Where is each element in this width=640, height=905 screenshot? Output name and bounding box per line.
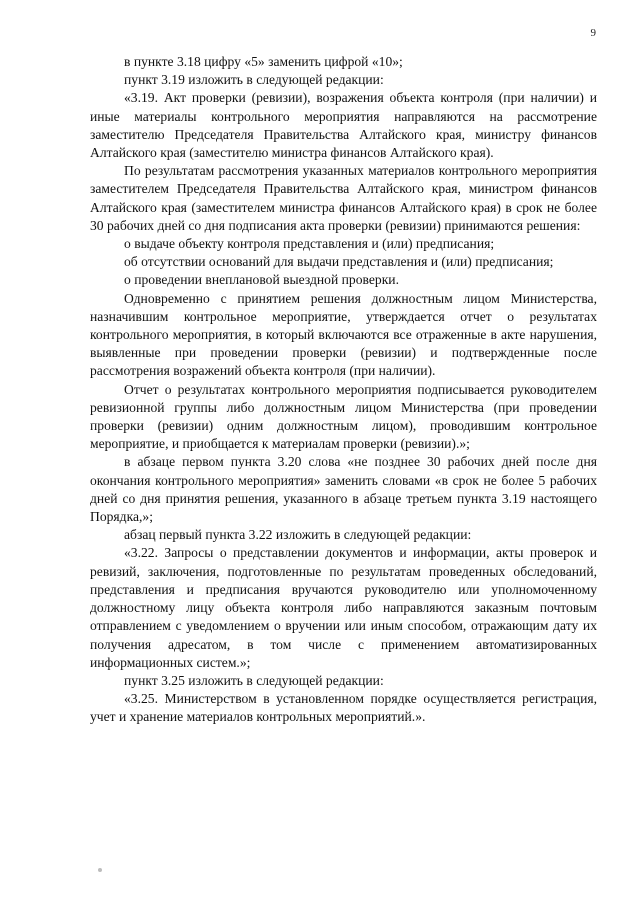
paragraph: пункт 3.19 изложить в следующей редакции: <box>124 72 384 88</box>
document-body <box>90 53 597 727</box>
paragraph: пункт 3.25 изложить в следующей редакции: <box>124 672 384 688</box>
paragraph: о выдаче объекту контроля представления и (или) предписания; <box>124 236 495 252</box>
paragraph: в пункте 3.18 цифру «5» заменить цифрой «10»; <box>124 54 403 69</box>
paragraph: Отчет о результатах контрольного мероприятия подписывается руководителем ревизионной группы либо должностным лицом Министерства (при проведении проверки (ревизии) одним должностным лицом), проводившим контрольное мероприятие, и приобщается к материалам проверки (ревизии).»; <box>90 381 597 452</box>
paragraph: о проведении внеплановой выездной проверки. <box>124 272 399 288</box>
page-number: 9 <box>590 27 596 39</box>
scan-speck <box>98 868 102 872</box>
paragraph: абзац первый пункта 3.22 изложить в следующей редакции: <box>124 527 472 543</box>
paragraph: По результатам рассмотрения указанных материалов контрольного мероприятия заместителем Председателя Правительства Алтайского края, министром финансов Алтайского края (заместителем министра финансов Алтайского края) в срок не более 30 рабочих дней со дня подписания акта проверки (ревизии) принимаются решения: <box>90 163 597 233</box>
paragraph: «3.19. Акт проверки (ревизии), возражения объекта контроля (при наличии) и иные материалы контрольного мероприятия направляются на рассмотрение заместителю Председателя Правительства Алтайского края, министру финансов Алтайского края (заместителю министра финансов Алтайского края). <box>90 90 597 161</box>
paragraph: об отсутствии оснований для выдачи представления и (или) предписания; <box>124 254 554 270</box>
paragraph: «3.25. Министерством в установленном порядке осуществляется регистрация, учет и хранение материалов контрольных мероприятий.». <box>90 691 597 725</box>
paragraph: «3.22. Запросы о представлении документов и информации, акты проверок и ревизий, заключения, подготовленные по результатам проведенных обследований, представления и предписания вручаются руководителю или уполномоченному должностному лицу объекта контроля либо направляются заказным почтовым отправлением с уведомлением о вручении или иным способом, отражающим дату их получения адресатом, в том числе с применением автоматизированных информационных систем.»; <box>90 545 597 670</box>
paragraph: Одновременно с принятием решения должностным лицом Министерства, назначившим контрольное мероприятие, утверждается отчет о результатах контрольного мероприятия, в который включаются все отраженные в акте нарушения, выявленные при проведении проверки (ревизии) и подтвержденные после рассмотрения возражений объекта контроля (при наличии). <box>90 290 597 379</box>
paragraph: в абзаце первом пункта 3.20 слова «не позднее 30 рабочих дней после дня окончания контрольного мероприятия» заменить словами «в срок не более 5 рабочих дней со дня принятия решения, указанного в абзаце третьем пункта 3.19 настоящего Порядка,»; <box>90 454 597 525</box>
